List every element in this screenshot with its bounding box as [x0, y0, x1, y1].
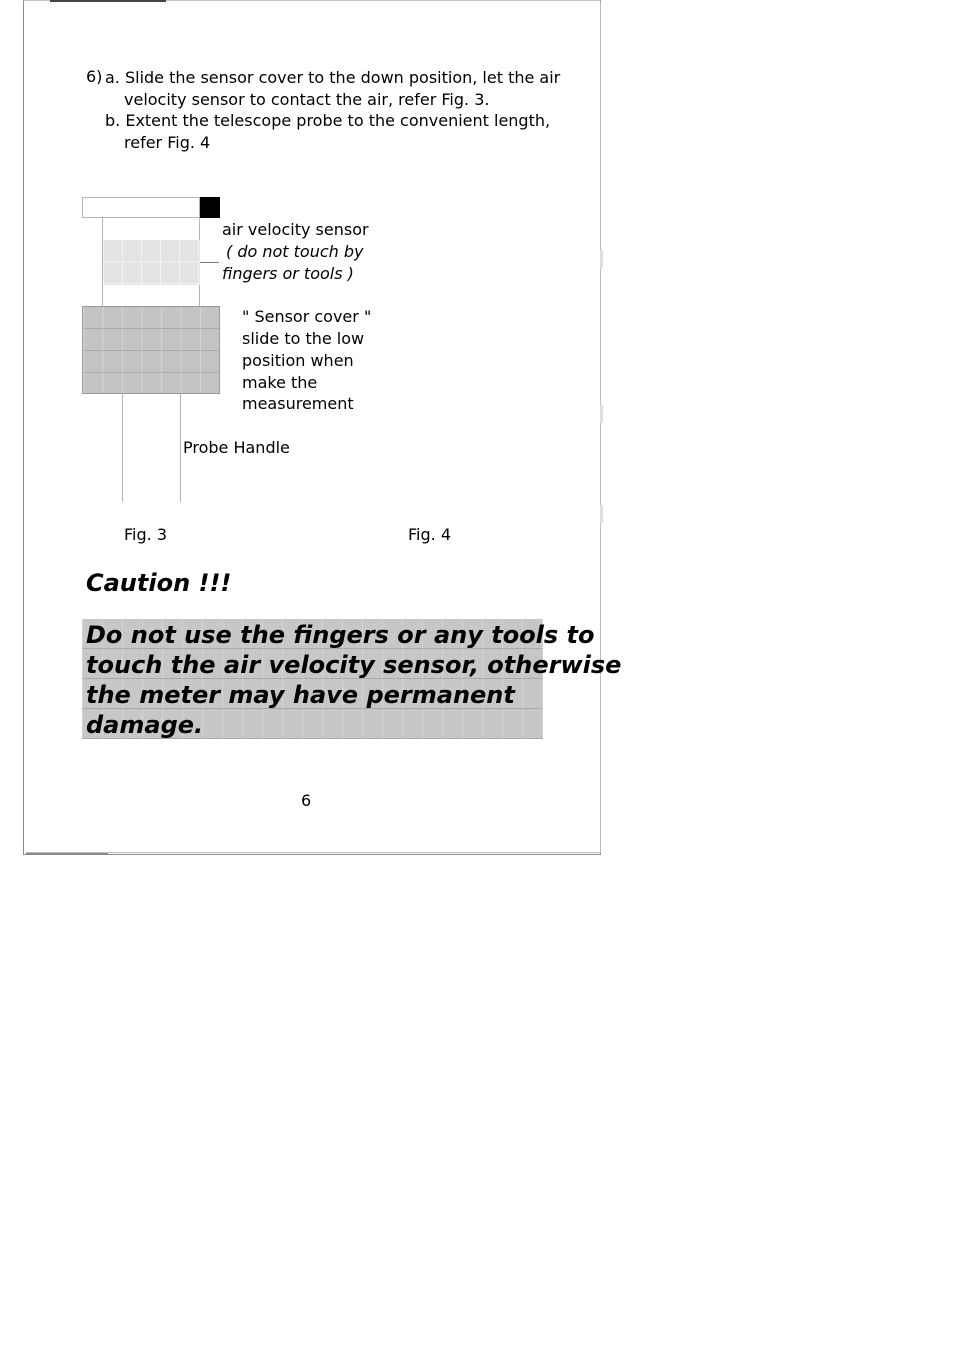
- cover-label-line-1: " Sensor cover ": [242, 307, 372, 326]
- warning-line-2: touch the air velocity sensor, otherwise: [86, 651, 622, 679]
- side-tick: [600, 505, 603, 523]
- warning-line-1: Do not use the fingers or any tools to: [86, 621, 595, 649]
- air-velocity-sensor-window: [103, 240, 200, 285]
- sensor-note-line-2: fingers or tools ): [222, 264, 354, 283]
- page-number: 6: [301, 791, 312, 810]
- warning-line-4: damage.: [86, 711, 204, 739]
- top-rule: [50, 0, 166, 2]
- step-line-b-cont: refer Fig. 4: [124, 133, 211, 152]
- probe-cap: [82, 197, 200, 218]
- cover-label-line-3: position when: [242, 351, 354, 370]
- probe-handle-label: Probe Handle: [183, 438, 290, 457]
- step-line-b: b. Extent the telescope probe to the convenient length,: [105, 111, 551, 130]
- bottom-rule: [26, 853, 108, 855]
- step-line-a: a. Slide the sensor cover to the down position, let the air: [105, 68, 561, 87]
- caution-title: Caution !!!: [86, 569, 232, 597]
- sensor-note-line-1: ( do not touch by: [226, 242, 364, 261]
- warning-line-3: the meter may have permanent: [86, 681, 515, 709]
- sensor-pointer-line: [200, 262, 219, 263]
- sensor-label: air velocity sensor: [222, 220, 369, 239]
- probe-handle-right-edge: [180, 394, 181, 502]
- side-tick: [600, 250, 603, 268]
- cover-label-line-5: measurement: [242, 394, 354, 413]
- cover-label-line-2: slide to the low: [242, 329, 365, 348]
- cover-label-line-4: make the: [242, 373, 318, 392]
- step-line-a-cont: velocity sensor to contact the air, refer Fig. 3.: [124, 90, 490, 109]
- probe-handle-left-edge: [122, 394, 123, 502]
- probe-cap-end: [200, 197, 220, 218]
- step-number: 6): [86, 67, 103, 86]
- side-tick: [600, 405, 603, 423]
- fig4-caption: Fig. 4: [408, 525, 451, 544]
- sensor-cover: [82, 306, 220, 394]
- fig3-caption: Fig. 3: [124, 525, 167, 544]
